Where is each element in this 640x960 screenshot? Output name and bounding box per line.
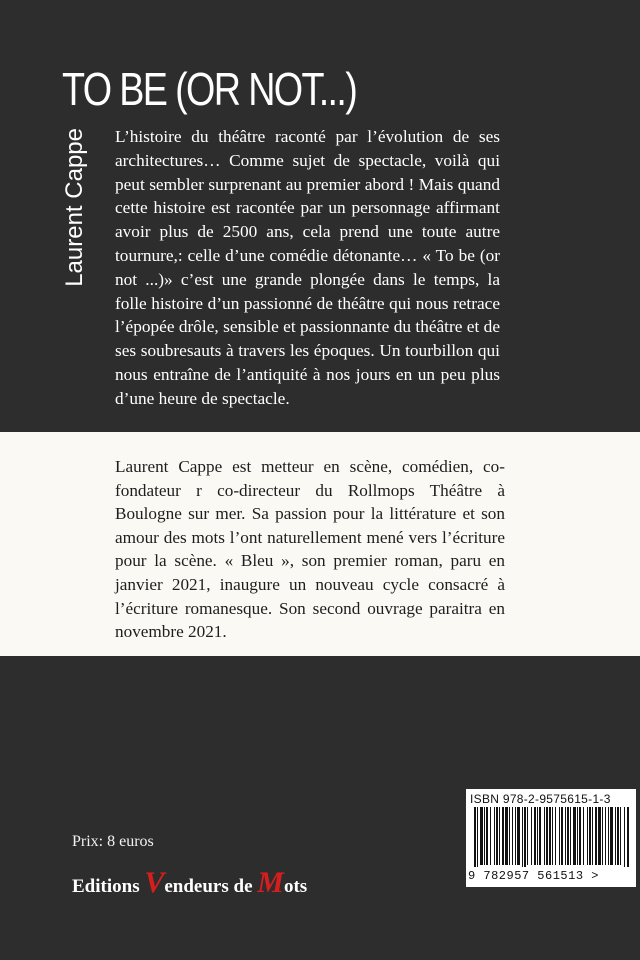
- synopsis-text: L’histoire du théâtre raconté par l’évolution de ses architectures… Comme sujet de spectacle, voilà qui peut sembler surprenant au premier abord ! Mais quand cette histoire est racontée par un personnage affirmant avoir plus de 2500 ans, cela prend une toute autre tournure,: celle d’une comédie détonante… « To be (or not ...)» c’est une grande plongée dans le temps, la folle histoire d’un passionné de théâtre qui nous retrace l’épopée drôle, sensible et passionnante du théâtre et de ses soubresauts à travers les époques. Un tourbillon qui nous entraîne de l’antiquité à nos jours en un peu plus d’une heure de spectacle.: [115, 127, 500, 408]
- publisher-text-endeurs-de: endeurs de: [164, 876, 253, 897]
- barcode-bar: [517, 807, 520, 865]
- barcode-bar: [570, 807, 571, 865]
- barcode-bar: [502, 807, 504, 865]
- barcode-digits: 9 782957 561513 >: [468, 869, 599, 883]
- barcode-bar: [512, 807, 513, 865]
- barcode-box: [466, 789, 636, 887]
- barcode-bar: [617, 807, 619, 865]
- isbn-label: ISBN 978-2-9575615-1-3: [470, 792, 611, 806]
- barcode-bar: [615, 807, 616, 865]
- barcode-bar: [531, 807, 532, 865]
- barcode-bar: [515, 807, 516, 865]
- price-label: Prix: 8 euros: [72, 833, 154, 850]
- barcode-bar: [598, 807, 601, 865]
- barcode-bar: [552, 807, 553, 865]
- barcode-bar: [602, 807, 603, 865]
- barcode-bar: [605, 807, 606, 865]
- barcode-bar: [546, 807, 548, 865]
- barcode-icon: [472, 807, 630, 867]
- barcode-bar: [544, 807, 545, 865]
- barcode-bar: [534, 807, 536, 865]
- barcode-bar: [608, 807, 609, 865]
- barcode-bar: [583, 807, 584, 865]
- barcode-bar: [610, 807, 613, 865]
- barcode-bar: [494, 807, 495, 865]
- barcode-bar: [539, 807, 541, 865]
- barcode-bar: [490, 807, 491, 865]
- publisher-red-letter-v: V: [144, 866, 165, 899]
- author-bio-text: Laurent Cappe est metteur en scène, comédien, co-fondateur r co-directeur du Rollmops Théâtre à Boulogne sur mer. Sa passion pour la littérature et son amour des mots l’ont naturellement mené vers l’écriture pour la scène. « Bleu », son premier roman, paru en janvier 2021, inaugure un nouveau cycle consacré à l’écriture romanesque. Son second ouvrage paraitra en novembre 2021.: [115, 457, 505, 642]
- barcode-bar: [589, 807, 591, 865]
- barcode-bar: [579, 807, 581, 865]
- publisher-red-letter-m: M: [257, 866, 284, 899]
- barcode-bar: [592, 807, 593, 865]
- barcode-bar: [567, 807, 569, 865]
- barcode-bar: [595, 807, 597, 865]
- barcode-bar: [505, 807, 508, 865]
- barcode-bar: [565, 807, 566, 865]
- publisher-text-editions: Editions: [72, 876, 140, 897]
- barcode-bar: [474, 807, 476, 867]
- barcode-bar: [620, 807, 621, 865]
- barcode-bar: [509, 807, 510, 865]
- barcode-bar: [627, 807, 629, 867]
- barcode-bar: [624, 807, 625, 867]
- barcode-bar: [573, 807, 576, 865]
- barcode-bar: [577, 807, 578, 865]
- barcode-bar: [486, 807, 488, 865]
- barcode-bar: [537, 807, 538, 865]
- publisher-logo: [72, 866, 307, 900]
- publisher-text-ots: ots: [283, 876, 308, 897]
- barcode-bar: [477, 807, 478, 867]
- barcode-bar: [561, 807, 563, 865]
- barcode-bar: [527, 807, 528, 865]
- author-vertical-label: [60, 128, 90, 292]
- barcode-bar: [496, 807, 498, 865]
- barcode-bar: [555, 807, 556, 865]
- barcode-bar: [484, 807, 485, 865]
- barcode-bar: [522, 807, 523, 867]
- barcode-bar: [549, 807, 551, 865]
- barcode-bar: [499, 807, 500, 865]
- author-name: Laurent Cappe: [61, 128, 88, 287]
- barcode-bar: [587, 807, 588, 865]
- barcode-bar: [480, 807, 483, 865]
- barcode-bar: [524, 807, 526, 867]
- barcode-bar: [559, 807, 560, 865]
- book-title: TO BE (OR NOT...): [62, 63, 357, 115]
